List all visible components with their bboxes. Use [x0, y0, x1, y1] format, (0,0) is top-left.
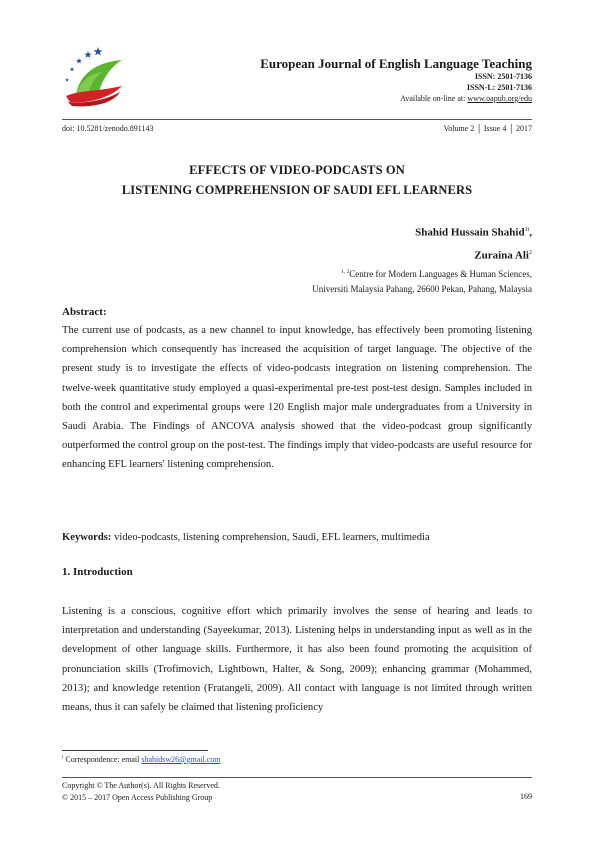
footnote-prefix: Correspondence: email: [63, 755, 142, 764]
copyright-block: [62, 780, 220, 804]
online-availability: [260, 93, 532, 104]
author-2-sup: 2: [529, 249, 532, 256]
copyright-line: Copyright © The Author(s). All Rights Reserved.: [62, 781, 220, 790]
journal-title: European Journal of English Language Teaching: [260, 56, 532, 71]
journal-logo-icon: [62, 44, 126, 108]
author-1-sup: 1i: [524, 227, 530, 233]
correspondence-email-link[interactable]: shahidsw26@gmail.com: [141, 755, 221, 764]
abstract-heading: Abstract:: [62, 306, 107, 318]
keywords-text: video-podcasts, listening comprehension, Saudi, EFL learners, multimedia: [111, 532, 430, 543]
authors-block: [312, 220, 532, 297]
footer-divider: [62, 777, 532, 778]
keywords: [62, 528, 532, 547]
author-2-name: Zuraina Ali: [474, 249, 529, 262]
article-title: [62, 160, 532, 200]
abstract-text: The current use of podcasts, as a new channel to input knowledge, has effectively been promoting listening comprehension which consequently has increased the acquisition of target language. The objective of the present study is to investigate the effects of video-podcasts integration on listening comprehension. The twelve-week quantitative study employed a quasi-experimental pre-test post-test design. Samples included in both the control and experimental groups were 120 English major male undergraduates from a University in Saudi Arabia. The Findings of ANCOVA analysis showed that the video-podcast group significantly outperformed the control group on the post-test. The findings imply that video-podcasts are useful resource for enhancing EFL learners' listening comprehension.: [62, 325, 532, 471]
affiliation-text-1: Centre for Modern Languages & Human Sciences,: [349, 269, 532, 280]
online-prefix: Available on-line at:: [400, 94, 468, 103]
author-1-name: Shahid Hussain Shahid: [415, 226, 525, 239]
introduction-text: Listening is a conscious, cognitive effort which primarily involves the sense of hearing and leads to interpretation and understanding (Sayeekumar, 2013). Listening helps in understanding input as well as in the development of other language skills. Furthermore, it has also been found promoting the acquisition of pronunciation skills (Trofimovich, Lightbown, Halter, & Song, 2009); enhancing grammar (Mohammed, 2013); and knowledge retention (Fratangeli, 2009). All contact with language is not limited through written means, thus it can safely be claimed that listening proficiency: [62, 606, 532, 714]
introduction-heading: 1. Introduction: [62, 566, 133, 578]
issn: ISSN: 2501-7136: [474, 72, 532, 81]
doi: doi: 10.5281/zenodo.891143: [62, 124, 154, 133]
footnote-divider: [62, 750, 208, 751]
journal-url-link[interactable]: www.oapub.org/edu: [467, 94, 532, 103]
author-1: [312, 220, 532, 243]
author-2: [312, 243, 532, 266]
issn-l: ISSN-L: 2501-7136: [466, 83, 532, 92]
publisher-line: © 2015 – 2017 Open Access Publishing Group: [62, 793, 213, 802]
footnote: [62, 755, 221, 764]
journal-info: [260, 56, 532, 104]
title-line-2: LISTENING COMPREHENSION OF SAUDI EFL LEARNERS: [121, 183, 473, 197]
footnote-marker: i: [62, 755, 64, 761]
volume-issue-year: Volume 2 │ Issue 4 │ 2017: [443, 124, 532, 133]
affiliation-sup: 1, 2: [341, 269, 350, 276]
keywords-label: Keywords:: [62, 532, 112, 543]
title-line-1: EFFECTS OF VIDEO-PODCASTS ON: [189, 163, 405, 177]
affiliation-line-1: [312, 265, 532, 282]
header-divider: [62, 119, 532, 120]
page-number: 169: [520, 792, 532, 801]
author-1-suffix: ,: [529, 226, 532, 239]
affiliation-line-2: Universiti Malaysia Pahang, 26600 Pekan, Pahang, Malaysia: [312, 284, 532, 295]
